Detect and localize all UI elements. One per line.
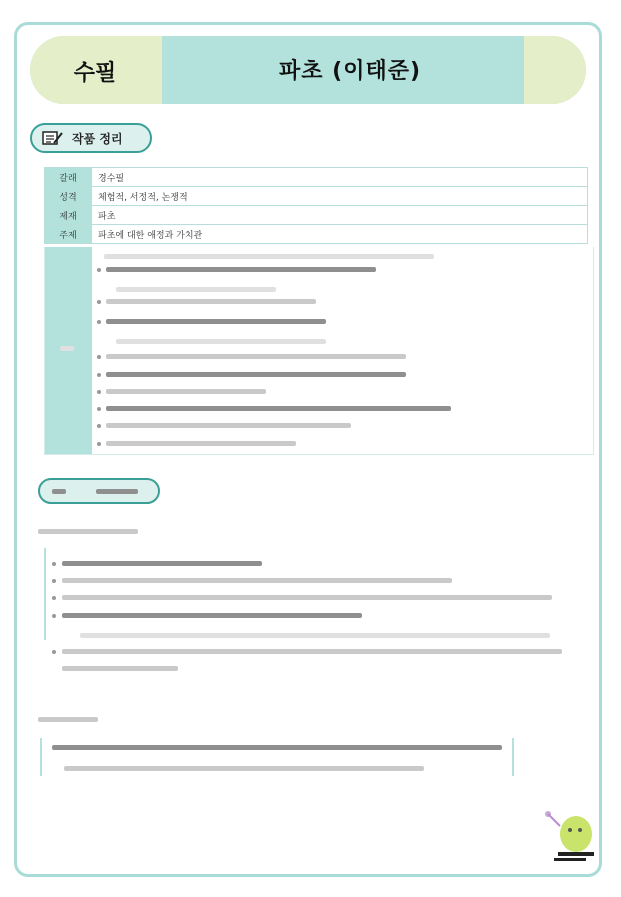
- table-row: [45, 168, 588, 187]
- genre-label: 수필: [73, 61, 117, 86]
- mascot-icon: [538, 808, 602, 868]
- section-pill-summary: [30, 123, 152, 153]
- row-key: 주제: [45, 225, 92, 244]
- row-key: 성격: [45, 187, 92, 206]
- page-title: 파초 (이태준): [278, 59, 422, 84]
- section-pill-label: 작품 정리: [72, 131, 123, 146]
- row-value: 체험적, 서정적, 논쟁적: [92, 187, 588, 206]
- table-row: [45, 187, 588, 206]
- summary-table: [44, 167, 588, 244]
- table-row: [45, 225, 588, 244]
- row-value: 파초: [92, 206, 588, 225]
- table-row: [45, 206, 588, 225]
- note-pencil-icon: [42, 130, 64, 146]
- row-value: 파초에 대한 애정과 가치관: [92, 225, 588, 244]
- section-pill-blurred: [38, 478, 160, 504]
- row-key: 갈래: [45, 168, 92, 187]
- row-value: 경수필: [92, 168, 588, 187]
- row-key: 제재: [45, 206, 92, 225]
